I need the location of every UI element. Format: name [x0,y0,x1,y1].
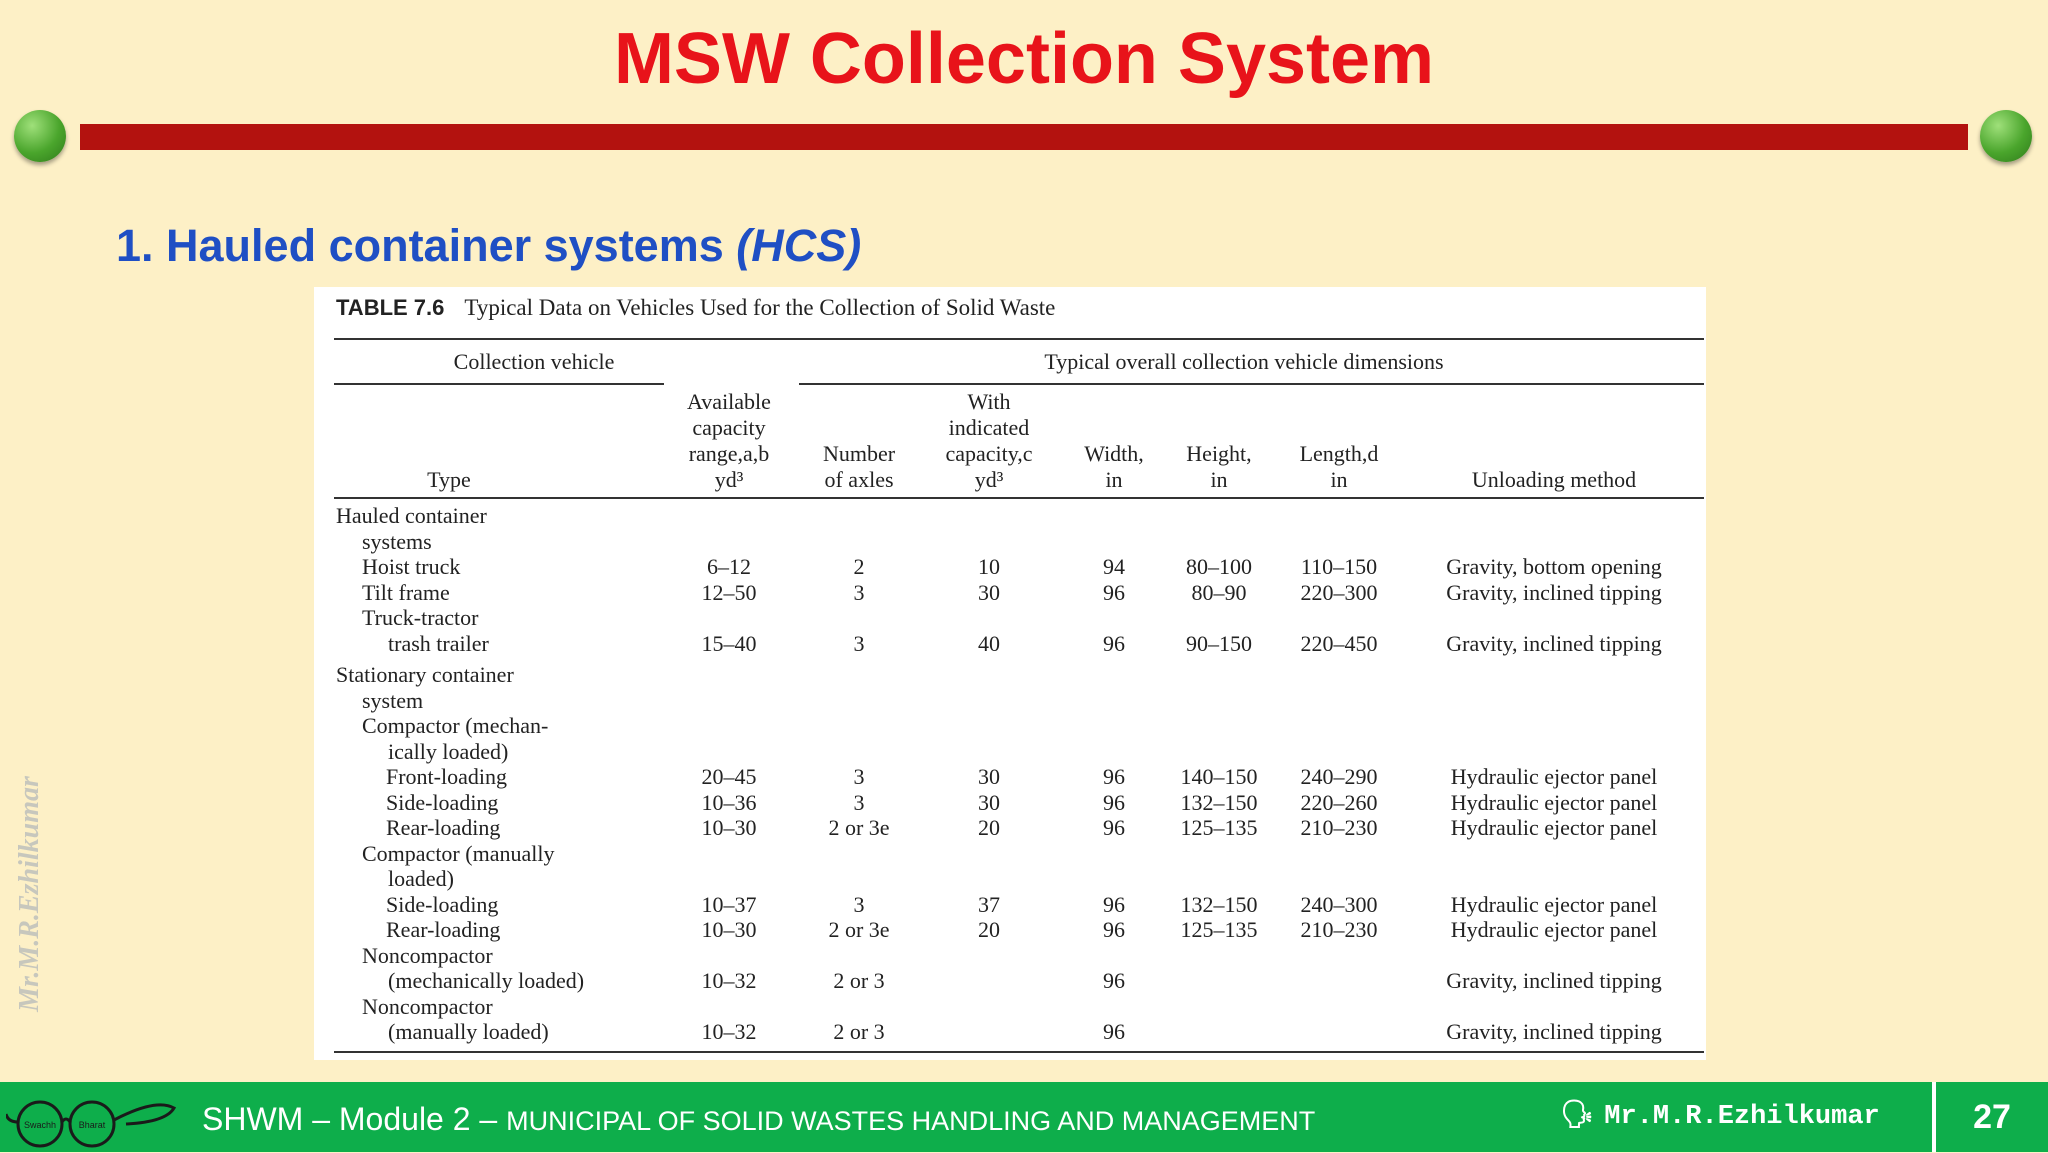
header-capacity [654,389,804,493]
cell-w: 94 [1103,554,1125,579]
cell-cap: 20–45 [701,764,757,789]
row-type-label: Hauled container [336,503,487,528]
group-header-dimensions: Typical overall collection vehicle dimensions [1044,349,1444,374]
cell-h: 140–150 [1180,764,1258,789]
section-heading-text: 1. Hauled container systems [116,220,724,271]
cell-cap: 10–36 [701,789,757,815]
cell-wc: 30 [978,764,1000,789]
cell-axles: 3 [853,891,865,917]
cell-axles: 3 [853,630,865,656]
header-capacity-line: Available [687,389,771,414]
table-number: TABLE 7.6 [336,295,445,320]
cell-l: 210–230 [1300,815,1378,840]
header-width-line: in [1105,467,1123,492]
row-type-label: Stationary container [336,662,514,687]
header-capacity-line: capacity [692,415,766,440]
row-type-label: loaded) [388,866,454,891]
cell-w: 96 [1103,815,1125,840]
header-height-line: in [1210,467,1228,492]
header-height [1164,441,1274,493]
footer-author-name: Mr.M.R.Ezhilkumar [1604,1102,1880,1132]
cell-axles: 2 or 3 [833,968,885,993]
footer-module: SHWM – Module 2 – [202,1101,507,1137]
left-bullet-dot [14,110,66,162]
cell-w: 96 [1103,891,1125,917]
cell-axles: 3 [853,789,865,815]
author-watermark: Mr.M.R.Ezhilkumar [14,776,45,1012]
cell-h: 125–135 [1180,917,1258,942]
cell-l: 220–260 [1300,789,1378,815]
cell-w: 96 [1103,630,1125,656]
header-height-line: Height, [1186,441,1252,466]
cell-wc: 20 [978,815,1000,840]
cell-axles: 2 [853,554,865,579]
header-axles-line: Number [822,441,896,466]
cell-axles: 3 [853,579,865,605]
cell-u: Gravity, inclined tipping [1446,968,1662,993]
header-bottom-rule [334,497,1704,499]
table-caption [336,295,1055,321]
cell-w: 96 [1103,764,1125,789]
row-type-label: system [362,687,424,713]
row-type-label: Front-loading [386,764,507,789]
table-bottom-rule [334,1051,1704,1053]
header-width [1064,441,1164,493]
table-caption-text: Typical Data on Vehicles Used for the Collection of Solid Waste [464,295,1056,320]
row-type-label: Side-loading [386,891,499,917]
header-length-line: Length,d [1299,441,1379,466]
page-number: 27 [1973,1098,2011,1136]
row-type-label: trash trailer [388,630,489,656]
cell-cap: 10–32 [701,968,757,993]
cell-u: Gravity, inclined tipping [1446,1019,1662,1044]
logo-text-left: Swachh [23,1120,57,1130]
cell-u: Hydraulic ejector panel [1450,764,1658,789]
cell-u: Gravity, bottom opening [1446,554,1662,579]
cell-l: 210–230 [1300,917,1378,942]
footer-module-title: MUNICIPAL OF SOLID WASTES HANDLING AND MANAGEMENT [506,1106,1316,1136]
cell-h: 80–90 [1191,579,1247,605]
cell-cap: 6–12 [707,554,751,579]
header-with-capacity [914,389,1064,493]
cell-axles: 3 [853,764,865,789]
cell-u: Gravity, inclined tipping [1446,630,1662,656]
cell-w: 96 [1103,917,1125,942]
row-type-label: Tilt frame [362,579,450,605]
cell-wc: 20 [978,917,1000,942]
cell-h: 125–135 [1180,815,1258,840]
vehicle-data-table [314,287,1706,1060]
cell-cap: 15–40 [701,630,757,656]
group-header-collection-vehicle: Collection vehicle [453,349,615,374]
group-rule-right [799,383,1704,385]
cell-axles: 2 or 3e [828,815,890,840]
cell-u: Hydraulic ejector panel [1450,789,1658,815]
row-type-label: (mechanically loaded) [388,968,585,993]
cell-wc: 10 [978,554,1000,579]
header-capacity-line: yd³ [714,467,744,492]
cell-cap: 10–30 [701,815,757,840]
cell-u: Gravity, inclined tipping [1446,579,1662,605]
header-with-capacity-line: With [967,389,1011,414]
cell-wc: 40 [978,630,1000,656]
row-type-label: Noncompactor [362,993,493,1019]
row-type-label: (manually loaded) [388,1019,549,1044]
swachh-bharat-logo [6,1092,176,1148]
cell-axles: 2 or 3e [828,917,890,942]
cell-axles: 2 or 3 [833,1019,885,1044]
row-type-label: Noncompactor [362,942,493,968]
row-type-label: ically loaded) [388,738,509,764]
cell-wc: 37 [978,891,1000,917]
cell-l: 110–150 [1300,554,1378,579]
cell-w: 96 [1103,579,1125,605]
section-heading [116,218,861,274]
cell-cap: 10–30 [701,917,757,942]
right-bullet-dot [1980,110,2032,162]
cell-h: 90–150 [1186,630,1252,656]
cell-w: 96 [1103,789,1125,815]
row-type-label: Hoist truck [362,554,461,579]
header-unloading: Unloading method [1471,467,1637,492]
row-type-label: Rear-loading [386,917,501,942]
header-axles [784,441,934,493]
cell-cap: 10–32 [701,1019,757,1044]
cell-u: Hydraulic ejector panel [1450,917,1658,942]
header-length-line: in [1330,467,1348,492]
header-with-capacity-line: yd³ [974,467,1004,492]
section-heading-abbr: (HCS) [736,220,862,271]
cell-l: 220–450 [1300,630,1378,656]
header-width-line: Width, [1084,441,1144,466]
cell-l: 240–290 [1300,764,1378,789]
header-with-capacity-line: indicated [948,415,1030,440]
footer-bar [0,1082,2048,1152]
cell-wc: 30 [978,789,1000,815]
row-type-label: Compactor (mechan- [362,713,549,738]
row-type-label: Compactor (manually [362,840,555,866]
row-type-label: Rear-loading [386,815,501,840]
cell-h: 132–150 [1180,789,1258,815]
speaking-head-icon: 🗣 [1560,1099,1595,1130]
group-rule-left [334,383,664,385]
row-type-label: Truck-tractor [362,605,479,630]
cell-h: 132–150 [1180,891,1258,917]
header-capacity-line: range,a,b [688,441,770,466]
cell-u: Hydraulic ejector panel [1450,891,1658,917]
cell-l: 240–300 [1300,891,1378,917]
footer-author [1560,1098,1880,1134]
cell-u: Hydraulic ejector panel [1450,815,1658,840]
header-axles-line: of axles [824,467,894,492]
cell-w: 96 [1103,968,1125,993]
title-divider [80,124,1968,150]
footer-module-text [202,1100,1315,1140]
table-top-rule [334,338,1704,340]
logo-text-right: Bharat [78,1120,106,1130]
header-type: Type [427,467,471,492]
cell-wc: 30 [978,579,1000,605]
cell-l: 220–300 [1300,579,1378,605]
cell-cap: 10–37 [701,891,757,917]
row-type-label: systems [362,528,432,554]
cell-w: 96 [1103,1019,1125,1044]
row-type-label: Side-loading [386,789,499,815]
cell-cap: 12–50 [701,579,757,605]
header-with-capacity-line: capacity,c [945,441,1033,466]
cell-h: 80–100 [1186,554,1252,579]
header-length [1274,441,1404,493]
slide-title: MSW Collection System [613,19,1435,99]
